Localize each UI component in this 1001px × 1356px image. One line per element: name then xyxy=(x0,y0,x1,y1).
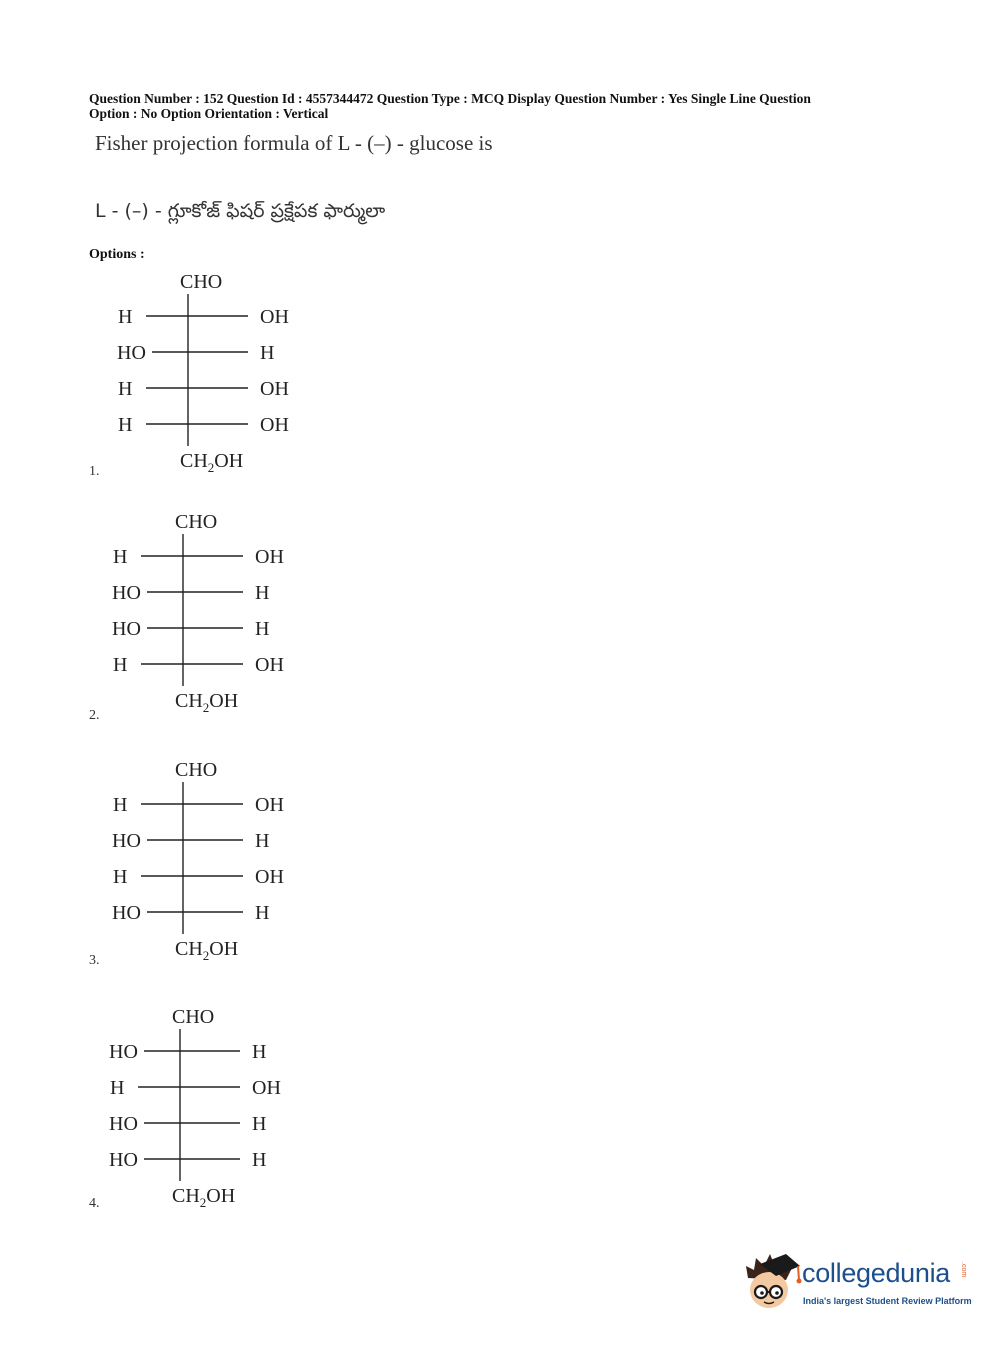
formula-bottom-ch2oh: $CH_2OH$ xyxy=(175,690,239,715)
row-left-group: HO xyxy=(117,342,146,364)
mascot-icon xyxy=(742,1250,802,1314)
row-right-group: OH xyxy=(255,654,284,676)
formula-top-cho: CHO xyxy=(180,271,223,293)
row-left-group: HO xyxy=(112,618,141,640)
row-left-group: HO xyxy=(109,1041,138,1063)
option-4[interactable] xyxy=(102,1001,362,1231)
row-left-group: HO xyxy=(109,1113,138,1135)
formula-top-cho: CHO xyxy=(175,511,218,533)
row-right-group: H xyxy=(255,618,270,640)
row-right-group: OH xyxy=(252,1077,281,1099)
row-right-group: H xyxy=(255,582,270,604)
brand-tagline: India's largest Student Review Platform xyxy=(803,1296,972,1306)
row-left-group: H xyxy=(110,1077,125,1099)
row-left-group: H xyxy=(113,866,128,888)
option-number-3: 3. xyxy=(89,953,100,968)
question-meta xyxy=(89,91,969,121)
fisher-projection xyxy=(102,1001,362,1231)
row-right-group: OH xyxy=(260,414,289,436)
question-text-telugu: L - (–) - గ్లూకోజ్ ఫిషర్ ప్రక్షేపక ఫార్ములా xyxy=(95,200,386,222)
row-left-group: H xyxy=(118,306,133,328)
row-left-group: H xyxy=(113,654,128,676)
row-right-group: OH xyxy=(255,794,284,816)
row-right-group: H xyxy=(260,342,275,364)
row-right-group: H xyxy=(255,902,270,924)
option-number-1: 1. xyxy=(89,464,100,479)
row-left-group: HO xyxy=(112,830,141,852)
row-right-group: H xyxy=(255,830,270,852)
fisher-projection xyxy=(105,506,365,736)
option-number-4: 4. xyxy=(89,1196,100,1211)
row-left-group: H xyxy=(118,378,133,400)
row-left-group: HO xyxy=(112,582,141,604)
option-1[interactable] xyxy=(110,266,370,496)
row-left-group: HO xyxy=(109,1149,138,1171)
row-right-group: OH xyxy=(260,378,289,400)
row-right-group: OH xyxy=(255,866,284,888)
row-left-group: H xyxy=(113,546,128,568)
option-2[interactable] xyxy=(105,506,365,736)
collegedunia-logo xyxy=(742,1250,972,1320)
row-left-group: HO xyxy=(112,902,141,924)
formula-bottom-ch2oh: $CH_2OH$ xyxy=(180,450,244,475)
options-label: Options : xyxy=(89,247,145,262)
formula-top-cho: CHO xyxy=(175,759,218,781)
row-right-group: H xyxy=(252,1149,267,1171)
formula-bottom-ch2oh: $CH_2OH$ xyxy=(172,1185,236,1210)
row-right-group: OH xyxy=(255,546,284,568)
meta-line-1: Question Number : 152 Question Id : 4557344472 Question Type : MCQ Display Question Number : Yes Single Line Question xyxy=(89,91,811,106)
fisher-projection xyxy=(105,754,365,984)
brand-name: collegedunia xyxy=(802,1258,951,1288)
meta-line-2: Option : No Option Orientation : Vertical xyxy=(89,106,329,121)
row-left-group: H xyxy=(118,414,133,436)
row-right-group: OH xyxy=(260,306,289,328)
option-number-2: 2. xyxy=(89,708,100,723)
row-right-group: H xyxy=(252,1113,267,1135)
brand-com: .com xyxy=(960,1262,967,1278)
question-text-english: Fisher projection formula of L - (–) - glucose is xyxy=(95,131,493,155)
row-left-group: H xyxy=(113,794,128,816)
formula-bottom-ch2oh: $CH_2OH$ xyxy=(175,938,239,963)
row-right-group: H xyxy=(252,1041,267,1063)
fisher-projection xyxy=(110,266,370,496)
formula-top-cho: CHO xyxy=(172,1006,215,1028)
option-3[interactable] xyxy=(105,754,365,984)
